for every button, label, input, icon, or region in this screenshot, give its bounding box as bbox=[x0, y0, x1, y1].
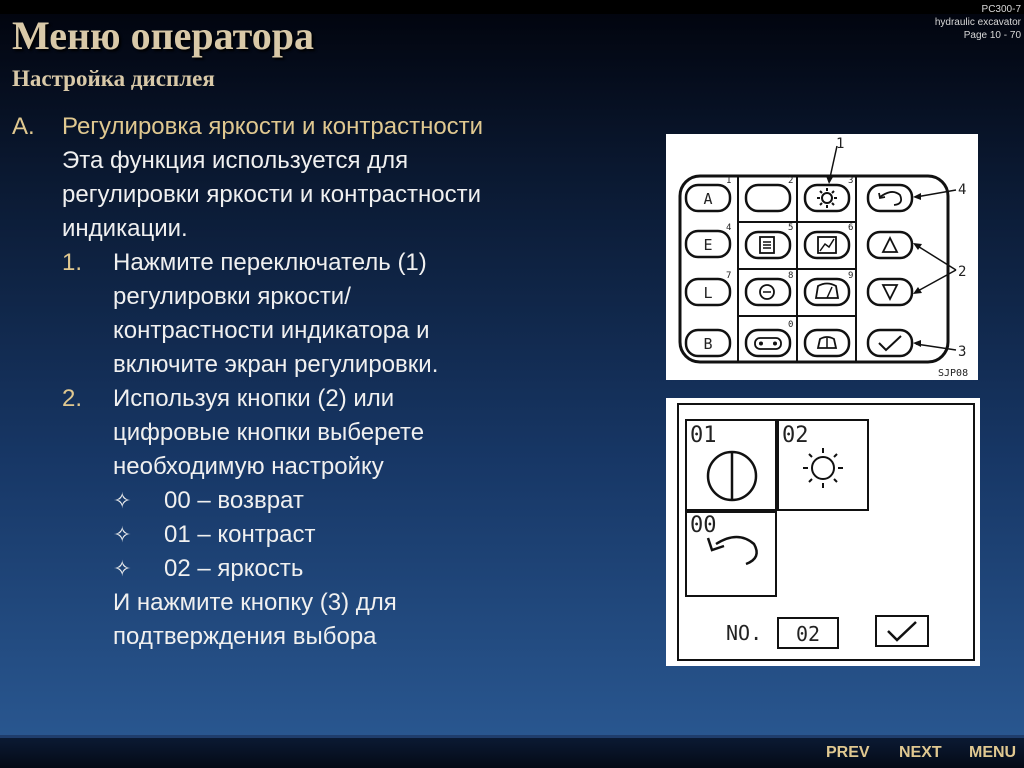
option-item bbox=[12, 484, 652, 518]
brightness-cell bbox=[778, 420, 868, 510]
key-label: A bbox=[703, 190, 713, 208]
step-line: Используя кнопки (2) или bbox=[113, 385, 395, 412]
wiper-key bbox=[805, 279, 849, 305]
diamond-bullet-icon: ✧ bbox=[113, 522, 132, 547]
triangle-down-icon bbox=[883, 285, 897, 299]
key-label: B bbox=[703, 335, 713, 353]
return-cell bbox=[686, 512, 776, 596]
key-b bbox=[686, 330, 730, 356]
step-line: необходимую настройку bbox=[113, 453, 384, 480]
closing-note bbox=[12, 586, 652, 654]
callout-line bbox=[916, 270, 956, 292]
crawler-icon bbox=[755, 338, 781, 349]
step-2 bbox=[12, 382, 652, 484]
confirm-button bbox=[876, 616, 928, 646]
step-line: включите экран регулировки. bbox=[113, 351, 439, 378]
closing-line: И нажмите кнопку (3) для bbox=[113, 589, 397, 616]
page-subtitle: Настройка дисплея bbox=[12, 66, 215, 91]
option-text: 01 – контраст bbox=[164, 521, 316, 548]
step-line: контрастности индикатора и bbox=[113, 317, 430, 344]
wiper-icon bbox=[816, 284, 838, 299]
step-line: цифровые кнопки выберете bbox=[113, 419, 425, 446]
key-number: 0 bbox=[788, 320, 794, 330]
page-title: Меню оператора bbox=[12, 13, 314, 58]
hourmeter-key bbox=[746, 279, 790, 305]
key-number: 5 bbox=[788, 223, 794, 233]
diamond-bullet-icon: ✧ bbox=[113, 556, 132, 581]
diamond-bullet-icon: ✧ bbox=[113, 488, 132, 513]
screen-frame bbox=[678, 404, 974, 660]
key-number: 7 bbox=[726, 271, 732, 281]
keypad-diagram bbox=[666, 134, 978, 380]
callout-line bbox=[916, 344, 956, 350]
navigation-bar bbox=[0, 735, 1024, 768]
cell-number: 00 bbox=[690, 513, 717, 538]
page-number: Page 10 - 70 bbox=[963, 30, 1021, 41]
option-text: 02 – яркость bbox=[164, 555, 304, 582]
key-number: 9 bbox=[848, 271, 854, 281]
key-label: E bbox=[703, 236, 713, 254]
key-number: 1 bbox=[726, 176, 732, 186]
track-key bbox=[746, 330, 790, 356]
return-key bbox=[868, 185, 912, 211]
sun-icon bbox=[812, 457, 834, 479]
no-label: NO. bbox=[726, 621, 763, 645]
keypad-drawing bbox=[666, 134, 978, 380]
down-key bbox=[868, 279, 912, 305]
section-title: Регулировка яркости и контрастности bbox=[62, 113, 484, 140]
machine-type-label: hydraulic excavator bbox=[934, 17, 1021, 28]
adjustment-screen-diagram bbox=[666, 398, 980, 666]
key-number: 6 bbox=[848, 223, 854, 233]
prev-button[interactable]: PREV bbox=[826, 744, 870, 761]
sun-icon bbox=[822, 193, 832, 203]
key-a bbox=[686, 185, 730, 211]
selected-number: 02 bbox=[795, 622, 821, 646]
callout-label: 2 bbox=[958, 264, 967, 280]
adjustment-screen-drawing bbox=[666, 398, 980, 666]
section-marker: A. bbox=[12, 113, 35, 140]
callout-label: 3 bbox=[958, 344, 967, 360]
return-arrow-icon bbox=[880, 192, 901, 205]
section-intro-line: индикации. bbox=[62, 215, 188, 242]
option-item bbox=[12, 552, 652, 586]
cell-number: 02 bbox=[782, 423, 809, 448]
option-text: 00 – возврат bbox=[164, 487, 304, 514]
key-number: 4 bbox=[726, 223, 732, 233]
selected-number-box bbox=[778, 618, 838, 648]
key-number: 2 bbox=[788, 176, 794, 186]
closing-line: подтверждения выбора bbox=[113, 623, 377, 650]
confirm-key bbox=[868, 330, 912, 356]
step-line: Нажмите переключатель (1) bbox=[113, 249, 427, 276]
callout-line bbox=[916, 245, 956, 270]
step-line: регулировки яркости/ bbox=[113, 283, 351, 310]
figure-code: SJP08 bbox=[938, 368, 969, 379]
option-item bbox=[12, 518, 652, 552]
contrast-cell bbox=[686, 420, 776, 510]
key-blank bbox=[746, 185, 790, 211]
callout-line bbox=[916, 190, 956, 197]
checkmark-icon bbox=[879, 336, 901, 350]
step-marker: 2. bbox=[62, 385, 83, 412]
checkmark-icon bbox=[888, 622, 916, 640]
section-intro-line: регулировки яркости и контрастности bbox=[62, 181, 482, 208]
section-a bbox=[12, 110, 652, 246]
key-number: 3 bbox=[848, 176, 854, 186]
key-e bbox=[686, 231, 730, 257]
washer-key bbox=[805, 330, 849, 356]
next-button[interactable]: NEXT bbox=[899, 744, 942, 761]
page-info bbox=[935, 3, 1021, 42]
up-key bbox=[868, 232, 912, 258]
triangle-up-icon bbox=[883, 238, 897, 252]
menu-key bbox=[746, 232, 790, 258]
key-number: 8 bbox=[788, 271, 794, 281]
step-marker: 1. bbox=[62, 249, 83, 276]
callout-label: 1 bbox=[836, 136, 845, 152]
key-label: L bbox=[703, 284, 713, 302]
step-1 bbox=[12, 246, 652, 382]
menu-button[interactable]: MENU bbox=[969, 744, 1017, 761]
section-intro-line: Эта функция используется для bbox=[62, 147, 409, 174]
instructions bbox=[12, 110, 652, 654]
callout-label: 4 bbox=[958, 182, 967, 198]
cell-number: 01 bbox=[690, 423, 717, 448]
brightness-key bbox=[805, 185, 849, 211]
return-arrow-icon bbox=[716, 537, 757, 564]
model-label: PC300-7 bbox=[981, 4, 1021, 15]
graph-key bbox=[805, 232, 849, 258]
key-l bbox=[686, 279, 730, 305]
